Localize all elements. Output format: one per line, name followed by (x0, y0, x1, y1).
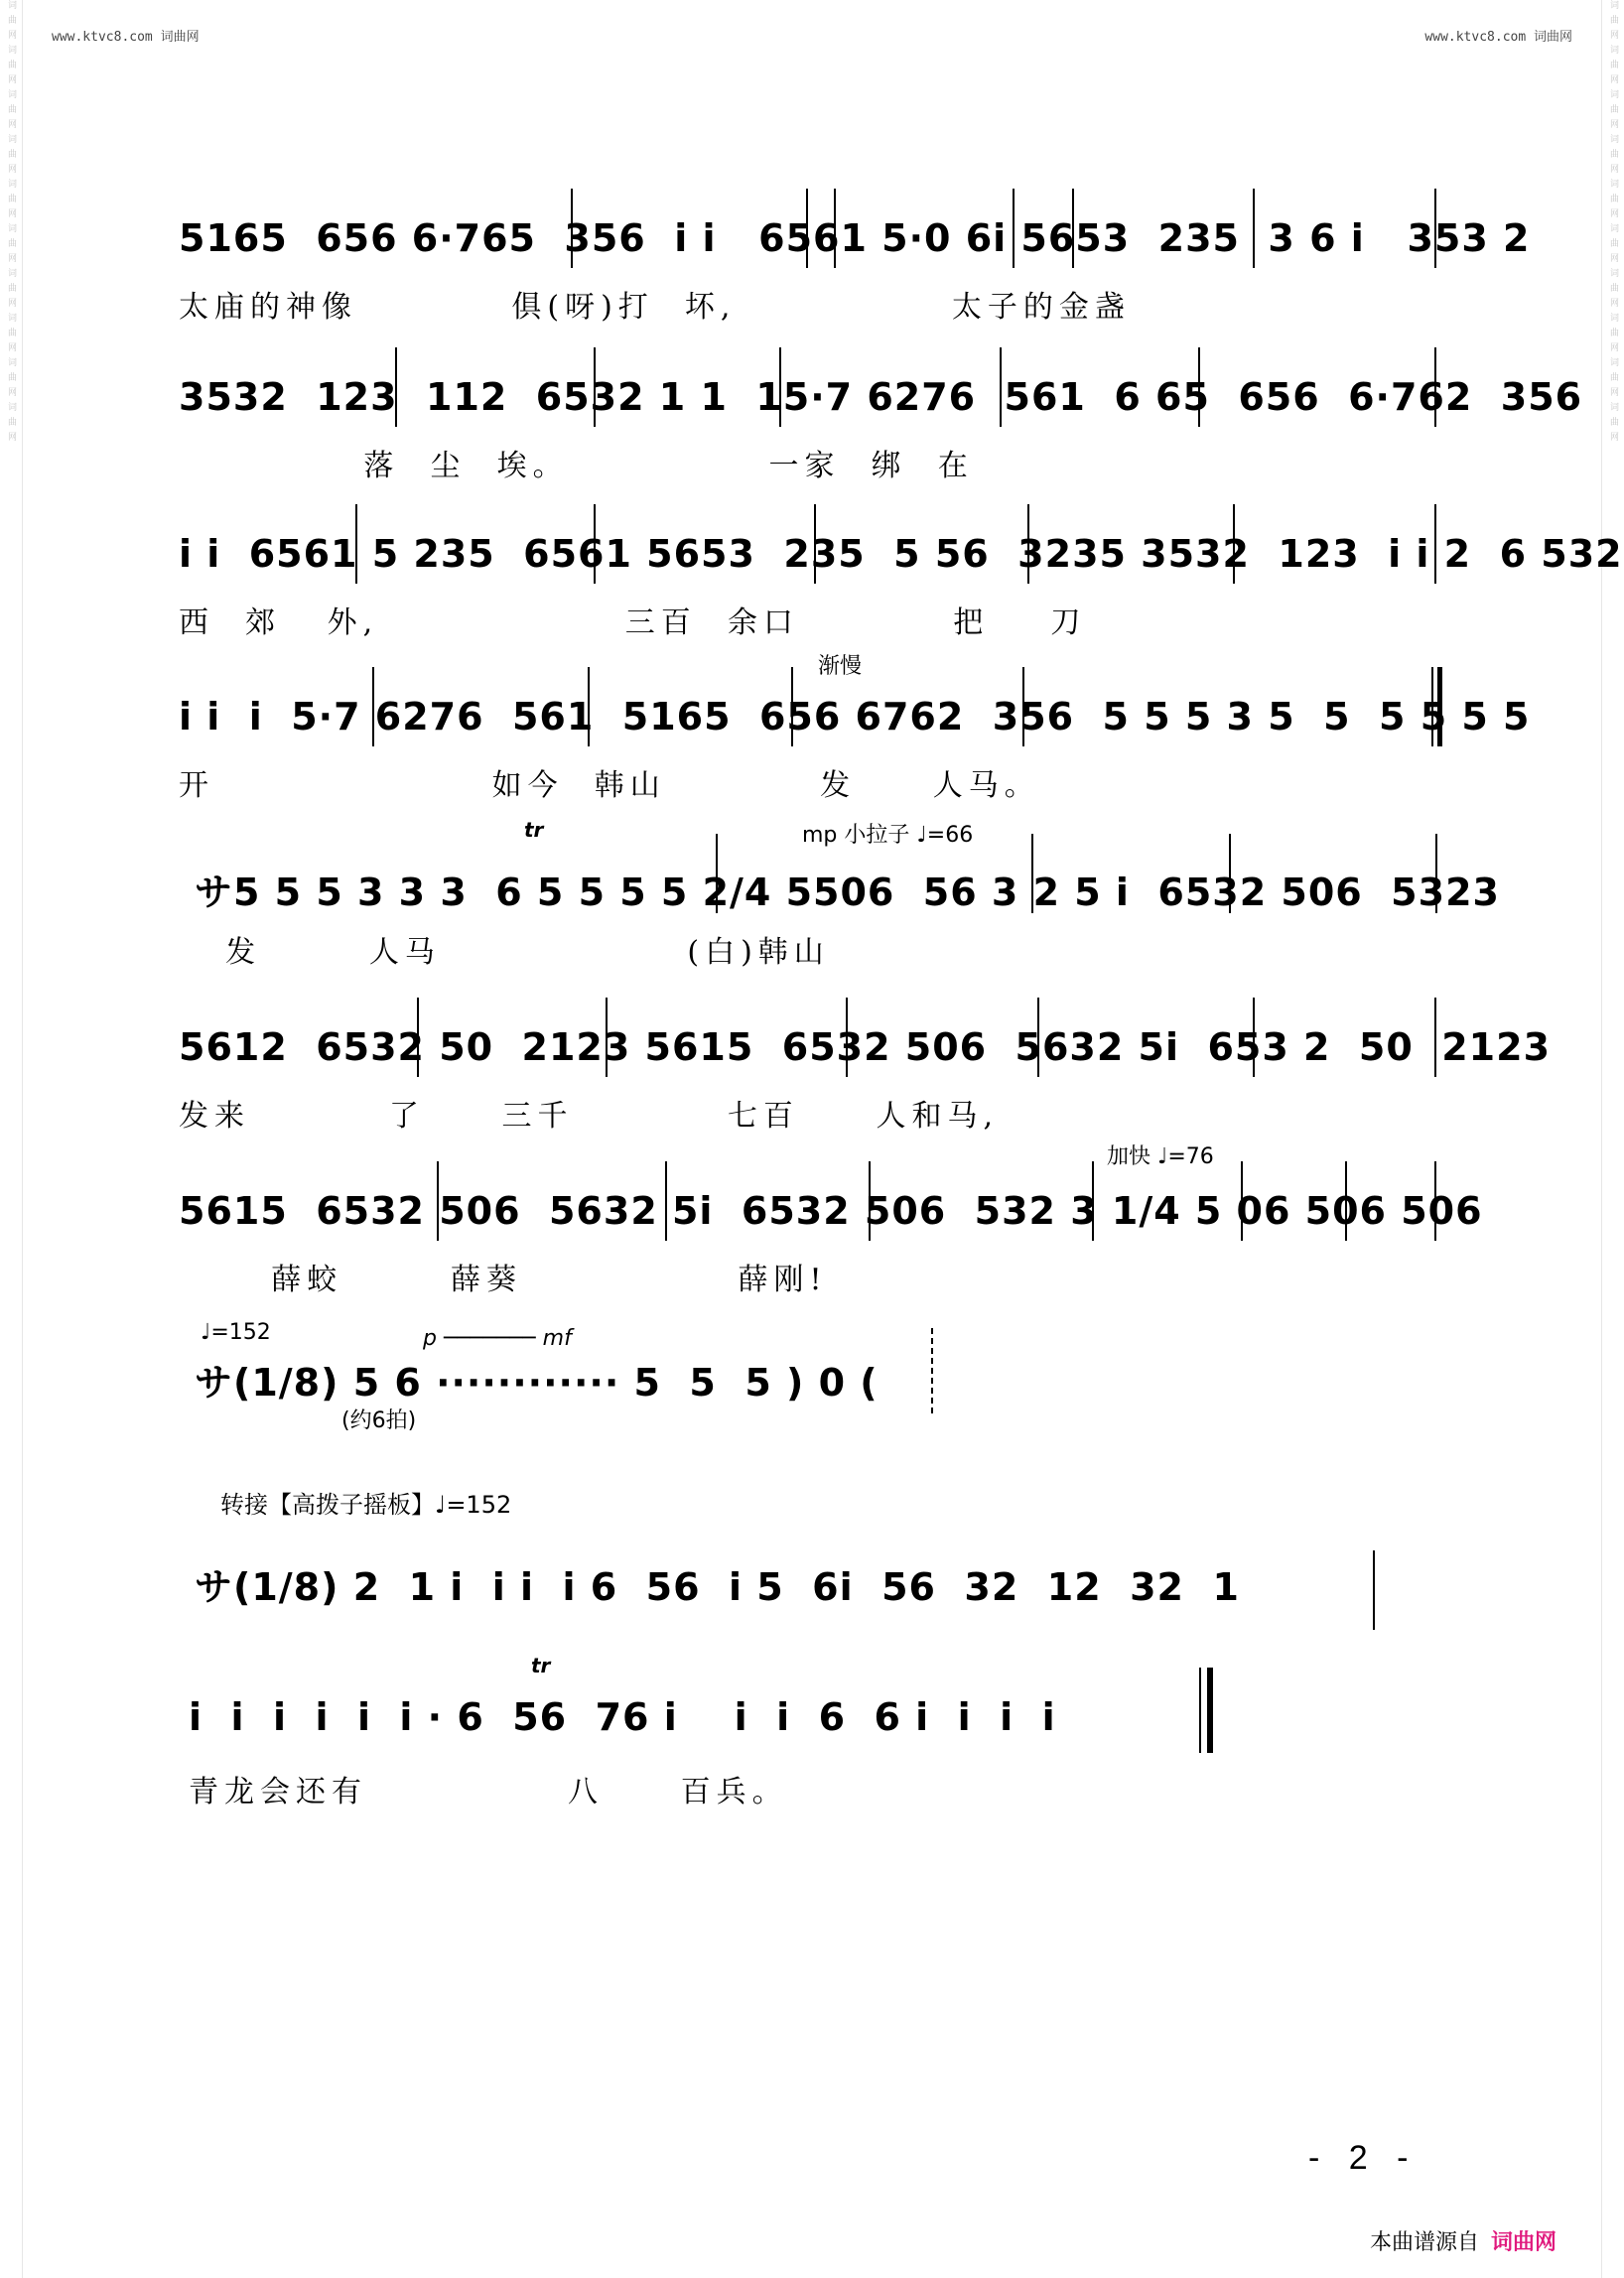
right-watermark-strip: 词曲网词曲网词曲网词曲网词曲网词曲网词曲网词曲网词曲网词曲网 (1601, 0, 1624, 2278)
lyrics-line: 薛蛟 薛葵 薛刚! (179, 1263, 828, 1297)
notation-line: i i 6561 5 235 6561 5653 235 5 56 3235 3532 123 i i 2 6 532 (179, 532, 1623, 576)
trill-mark: tr (531, 1654, 551, 1677)
lyrics-line: 青龙会还有 八 百兵。 (189, 1775, 788, 1809)
page-number: - 2 - (1308, 2139, 1419, 2177)
notation-line: 5165 656 6·765 356 i i 6561 5·0 6i 5653 235 3 6 i 353 2 (179, 216, 1531, 260)
footer-source (1370, 2225, 1556, 2256)
dashed-barline (931, 1328, 933, 1413)
notation-line: 5615 6532 506 5632 5i 6532 506 532 3 1/4 5 06 506 506 (179, 1189, 1483, 1233)
tempo-152: ♩=152 (201, 1320, 271, 1345)
left-watermark-strip: 词曲网词曲网词曲网词曲网词曲网词曲网词曲网词曲网词曲网词曲网 (0, 0, 23, 2278)
lyrics-line: 太庙的神像 俱(呀)打 坏, 太子的金盏 (179, 290, 1131, 325)
lyrics-line: 发 人马 (白)韩山 (195, 935, 830, 970)
transition-header: 转接【高拨子摇板】♩=152 (220, 1491, 512, 1519)
lyrics-line: 开 如今 韩山 发 人马。 (179, 768, 1040, 803)
tempo-mark-xiaolazi: mp 小拉子 ♩=66 (802, 823, 974, 848)
lyrics-line: 落 尘 埃。 一家 绑 在 (179, 449, 974, 483)
lyrics-line: 西 郊 外, 三百 余口 把 刀 (179, 605, 1087, 640)
notation-line: 5612 6532 50 2123 5615 6532 506 5632 5i 653 2 50 2123 (179, 1025, 1552, 1069)
notation-line: サ(1/8) 2 1 i i i i 6 56 i 5 6i 56 32 12 32 1 (195, 1565, 1240, 1609)
notation-line: i i i i i i · 6 56 76 i i i 6 6 i i i i (189, 1695, 1056, 1739)
notation-line: サ(1/8) 5 6 ············ 5 5 5 ) 0 ( (195, 1361, 879, 1405)
trill-mark: tr (524, 818, 544, 842)
footer-text: 本曲谱源自 (1370, 2230, 1480, 2255)
header-site-right: www.ktvc8.com 词曲网 (1424, 30, 1572, 45)
notation-line: 3532 123 112 6532 1 1 15·7 6276 561 6 65 656 6·762 356 (179, 375, 1583, 419)
tempo-mark-jianman: 渐慢 (818, 654, 863, 679)
dynamics-hairpin: p ─────── mf (423, 1326, 572, 1351)
notation-line: i i i 5·7 6276 561 5165 656 6762 356 5 5 5 3 5 5 5 5 5 5 (179, 695, 1531, 738)
lyrics-line: 发来 了 三千 七百 人和马, (179, 1099, 1000, 1134)
approx-6-beats: (约6拍) (341, 1408, 417, 1433)
footer-brand-link[interactable]: 词曲网 (1491, 2230, 1557, 2255)
tempo-mark-jiakuai: 加快 ♩=76 (1107, 1144, 1214, 1169)
notation-line: サ5 5 5 3 3 3 6 5 5 5 5 2/4 5506 56 3 2 5 i 6532 506 5323 (195, 871, 1500, 914)
header-site-left: www.ktvc8.com 词曲网 (52, 30, 200, 45)
